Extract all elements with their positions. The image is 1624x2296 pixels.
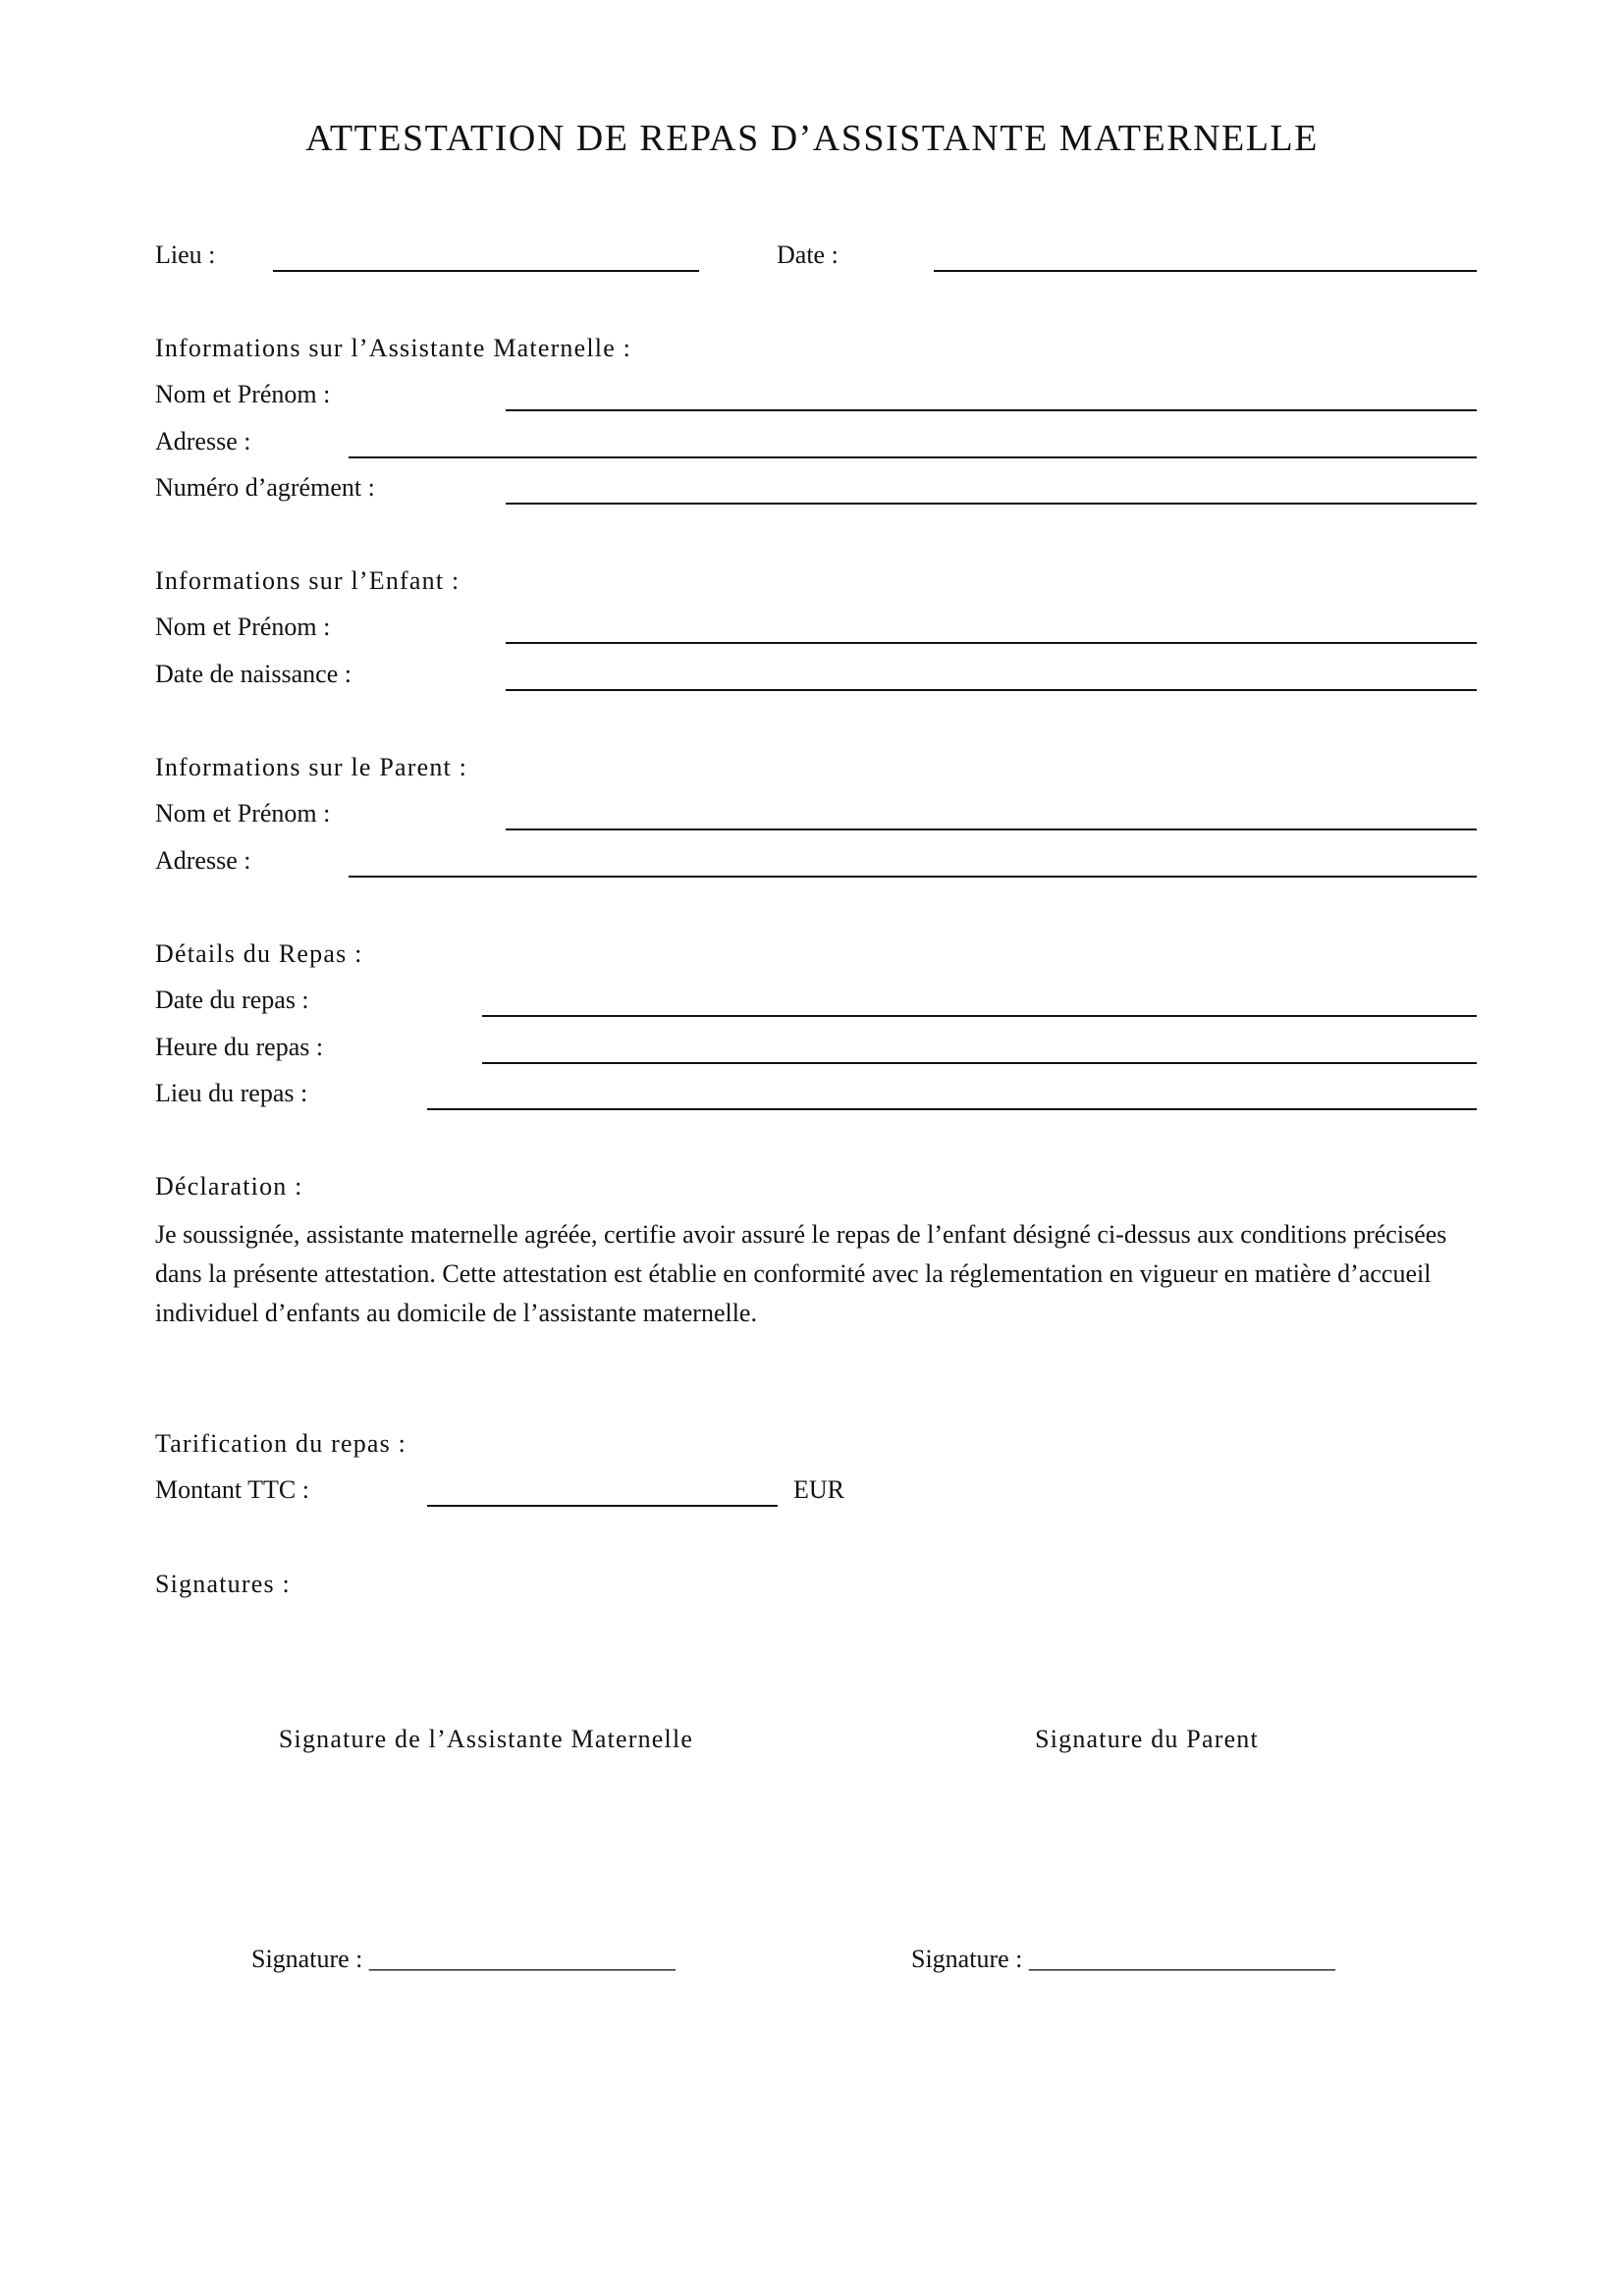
date-label: Date :: [777, 240, 839, 269]
parent-signature-label: Signature du Parent: [1035, 1725, 1259, 1753]
repas-lieu-label: Lieu du repas :: [155, 1079, 308, 1107]
document-title: ATTESTATION DE REPAS D’ASSISTANTE MATERNELLE: [305, 118, 1319, 159]
assistante-signature-label: Signature de l’Assistante Maternelle: [278, 1725, 694, 1753]
repas-heure-field[interactable]: [482, 1062, 1477, 1064]
montant-field[interactable]: [427, 1505, 778, 1507]
lieu-label: Lieu :: [155, 240, 216, 269]
enfant-nom-field[interactable]: [506, 642, 1477, 644]
parent-adresse-field[interactable]: [349, 876, 1477, 878]
repas-heure-label: Heure du repas :: [155, 1033, 324, 1061]
enfant-nom-label: Nom et Prénom :: [155, 613, 331, 641]
assistante-nom-field[interactable]: [506, 409, 1477, 411]
parent-adresse-label: Adresse :: [155, 846, 251, 875]
repas-date-label: Date du repas :: [155, 986, 309, 1014]
currency-label: EUR: [793, 1475, 844, 1504]
assistante-agrement-label: Numéro d’agrément :: [155, 473, 375, 502]
signatures-heading: Signatures :: [155, 1570, 291, 1598]
enfant-section-heading: Informations sur l’Enfant :: [155, 566, 460, 595]
assistante-nom-label: Nom et Prénom :: [155, 380, 331, 408]
assistante-adresse-field[interactable]: [349, 456, 1477, 458]
date-field[interactable]: [934, 270, 1477, 272]
repas-date-field[interactable]: [482, 1015, 1477, 1017]
parent-signature-field[interactable]: Signature : ________________________: [911, 1945, 1335, 1973]
enfant-naissance-label: Date de naissance :: [155, 660, 352, 688]
lieu-field[interactable]: [273, 270, 699, 272]
montant-label: Montant TTC :: [155, 1475, 309, 1504]
enfant-naissance-field[interactable]: [506, 689, 1477, 691]
parent-nom-label: Nom et Prénom :: [155, 799, 331, 828]
assistante-signature-field[interactable]: Signature : ________________________: [251, 1945, 676, 1973]
parent-nom-field[interactable]: [506, 828, 1477, 830]
tarification-heading: Tarification du repas :: [155, 1429, 407, 1458]
repas-lieu-field[interactable]: [427, 1108, 1477, 1110]
assistante-section-heading: Informations sur l’Assistante Maternelle :: [155, 334, 632, 362]
assistante-adresse-label: Adresse :: [155, 427, 251, 455]
repas-section-heading: Détails du Repas :: [155, 939, 363, 968]
declaration-heading: Déclaration :: [155, 1172, 303, 1201]
declaration-text: Je soussignée, assistante maternelle agréée, certifie avoir assuré le repas de l’enfant désigné ci-dessus aux conditions précisées dans la présente attestation. Cette attestation est établie en conformité avec la réglementation en vigueur en matière d’accueil individuel d’enfants au domicile de l’assistante maternelle.: [155, 1220, 1447, 1327]
parent-section-heading: Informations sur le Parent :: [155, 753, 468, 781]
assistante-agrement-field[interactable]: [506, 503, 1477, 505]
